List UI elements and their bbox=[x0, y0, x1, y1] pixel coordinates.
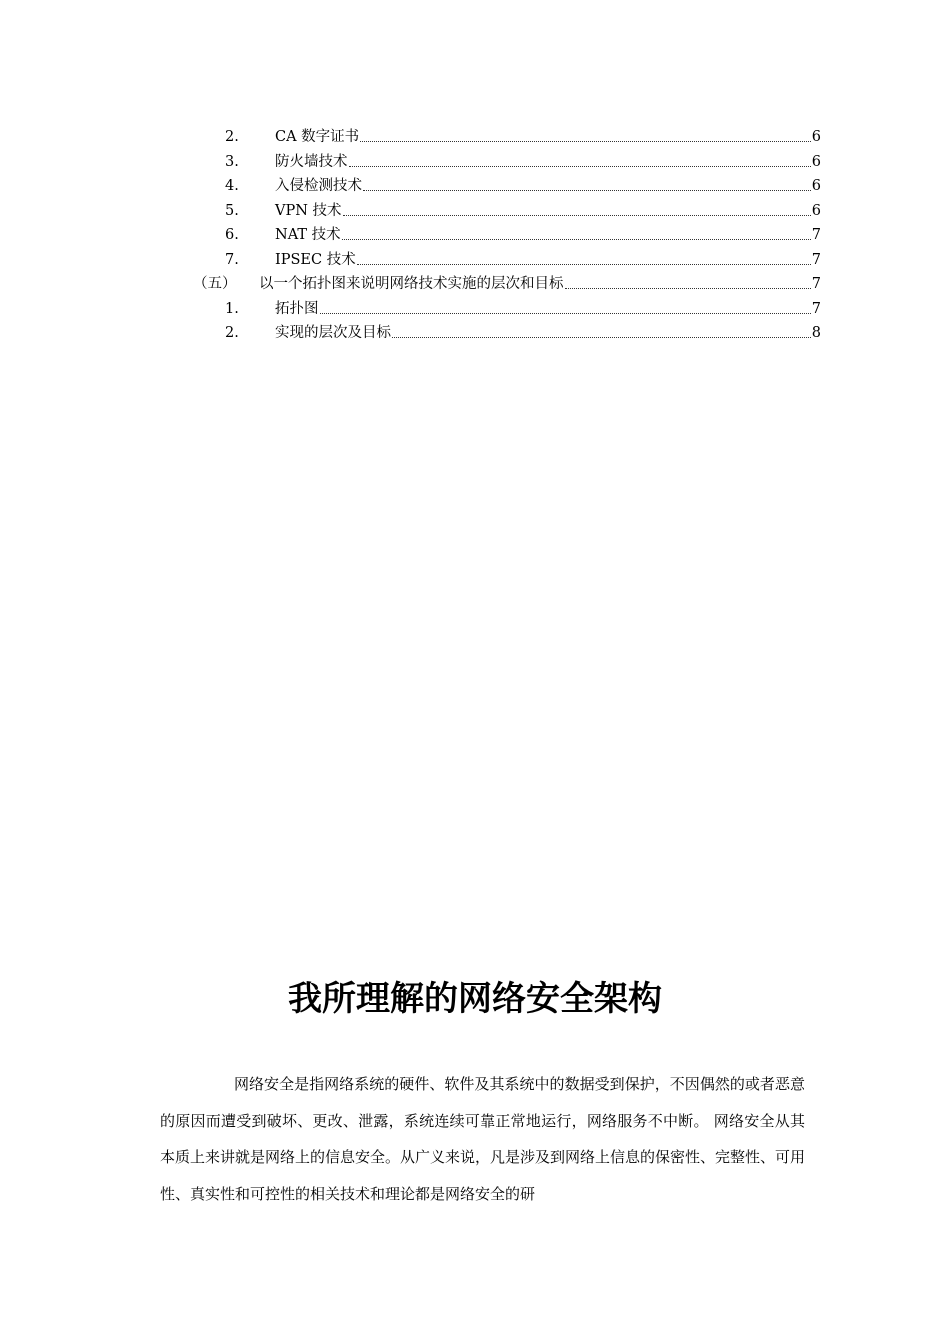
toc-entry-page-number: 6 bbox=[811, 178, 821, 194]
toc-entry-title: VPN 技术 bbox=[275, 202, 342, 219]
toc-entry-title: 实现的层次及目标 bbox=[275, 325, 391, 341]
toc-leader-dots bbox=[349, 151, 811, 167]
toc-entry-page-number: 6 bbox=[811, 202, 821, 219]
toc-entry-number: 3. bbox=[225, 153, 239, 170]
toc-entry-page-number: 7 bbox=[811, 251, 821, 268]
toc-entry-title: 防火墙技术 bbox=[275, 153, 348, 170]
toc-entry[interactable] bbox=[225, 249, 821, 271]
body-paragraph: 网络安全是指网络系统的硬件、软件及其系统中的数据受到保护，不因偶然的或者恶意的原因而遭受到破坏、更改、泄露，系统连续可靠正常地运行，网络服务不中断。 网络安全从其本质上来讲就是网络上的信息安全。从广义来说，凡是涉及到网络上信息的保密性、完整性、可用性、真实性和可控性的相关技术和理论都是网络安全的研 bbox=[160, 1075, 806, 1203]
toc-entry-title: 拓扑图 bbox=[275, 300, 319, 317]
toc-entry[interactable] bbox=[225, 224, 821, 246]
toc-entry-number: 2. bbox=[225, 129, 239, 145]
toc-entry[interactable] bbox=[225, 322, 821, 344]
toc-entry-number: 5. bbox=[225, 202, 239, 219]
toc-leader-dots bbox=[357, 249, 811, 265]
toc-entry-page-number: 7 bbox=[811, 276, 821, 292]
toc-entry[interactable] bbox=[225, 298, 821, 320]
toc-entry-page-number: 6 bbox=[811, 153, 821, 170]
toc-entry[interactable] bbox=[225, 175, 821, 197]
toc-entry-page-number: 7 bbox=[811, 300, 821, 317]
toc-entry-title: 入侵检测技术 bbox=[275, 178, 362, 194]
toc-entry-title: 以一个拓扑图来说明网络技术实施的层次和目标 bbox=[259, 276, 564, 292]
toc-entry[interactable] bbox=[225, 126, 821, 148]
toc-entry-title: NAT 技术 bbox=[275, 227, 341, 243]
toc-entry-number: （五） bbox=[193, 276, 237, 292]
document-title: 我所理解的网络安全架构 bbox=[288, 979, 662, 1019]
toc-leader-dots bbox=[320, 298, 811, 314]
toc-entry-number: 1. bbox=[225, 300, 239, 317]
toc-entry[interactable] bbox=[225, 151, 821, 173]
toc-leader-dots bbox=[343, 200, 811, 216]
toc-leader-dots bbox=[565, 273, 811, 289]
toc-entry-number: 7. bbox=[225, 251, 239, 268]
toc-leader-dots bbox=[363, 175, 811, 191]
toc-entry-title: CA 数字证书 bbox=[275, 129, 360, 145]
toc-entry-number: 2. bbox=[225, 325, 239, 341]
toc-entry-page-number: 7 bbox=[811, 227, 821, 243]
toc-entry-number: 4. bbox=[225, 178, 239, 194]
toc-entry-page-number: 6 bbox=[811, 129, 821, 145]
toc-entry[interactable] bbox=[193, 273, 821, 295]
toc-entry[interactable] bbox=[225, 200, 821, 222]
toc-entry-number: 6. bbox=[225, 227, 239, 243]
toc-leader-dots bbox=[392, 322, 811, 338]
toc-entry-title: IPSEC 技术 bbox=[275, 251, 356, 268]
toc-leader-dots bbox=[342, 224, 811, 240]
toc-leader-dots bbox=[360, 126, 811, 142]
toc-entry-page-number: 8 bbox=[811, 325, 821, 341]
